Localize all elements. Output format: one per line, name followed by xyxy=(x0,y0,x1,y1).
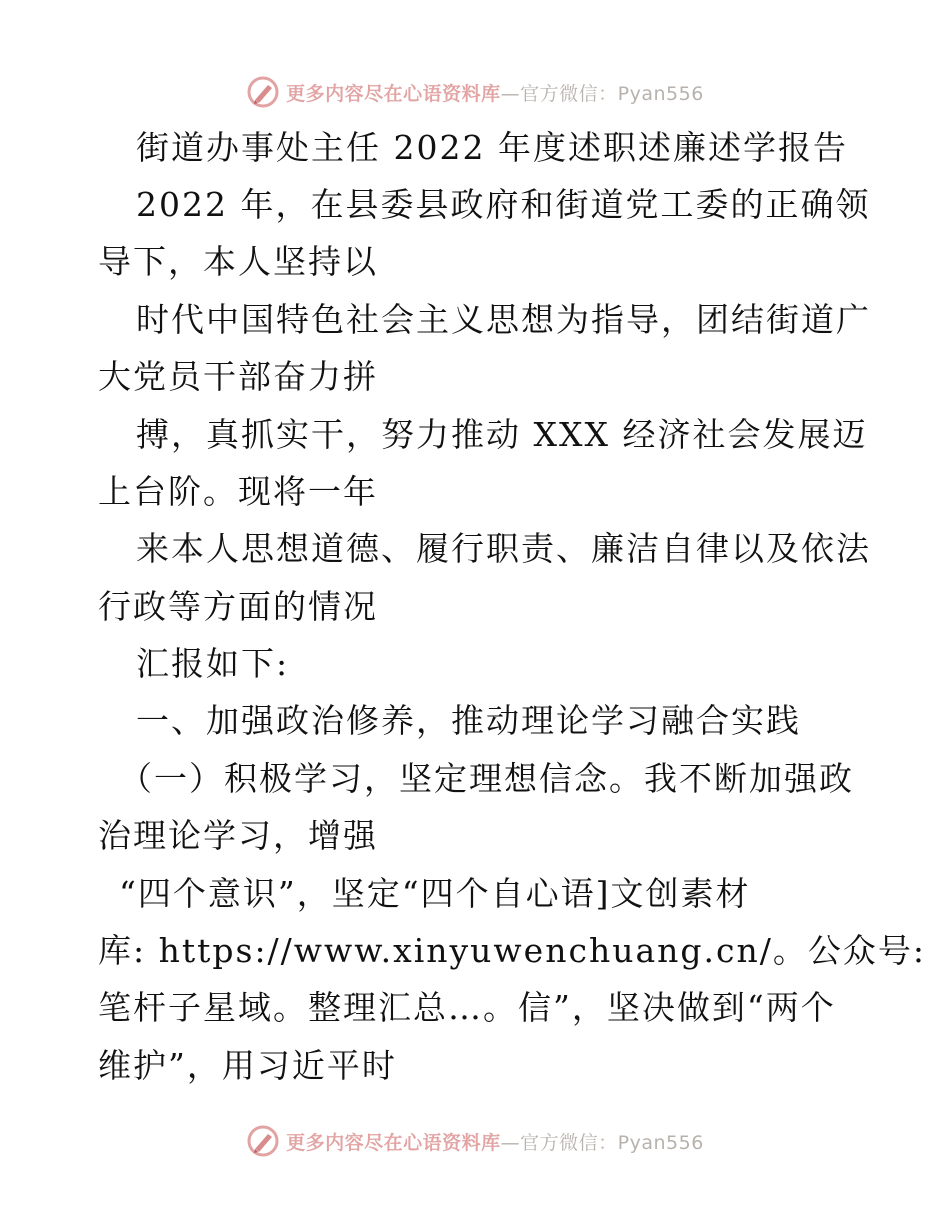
document-line: 上台阶。现将一年 xyxy=(98,472,378,511)
watermark-banner-bottom xyxy=(0,1121,950,1161)
document-line: “四个意识”，坚定“四个自心语]文创素材 xyxy=(119,874,751,913)
document-line: 时代中国特色社会主义思想为指导，团结街道广 xyxy=(136,300,871,339)
watermark-text-main: 更多内容尽在心语资料库 xyxy=(286,1131,501,1154)
document-line: 搏，真抓实干，努力推动 XXX 经济社会发展迈 xyxy=(136,415,868,454)
document-line: 行政等方面的情况 xyxy=(98,587,378,626)
document-title: 街道办事处主任 2022 年度述职述廉述学报告 xyxy=(136,128,848,167)
watermark-banner-top xyxy=(0,72,950,112)
watermark-text xyxy=(286,79,704,106)
document-line: （一）积极学习，坚定理想信念。我不断加强政 xyxy=(119,759,854,798)
document-line: 治理论学习，增强 xyxy=(98,816,378,855)
watermark-text-rest: —官方微信：Pyan556 xyxy=(500,1131,704,1154)
document-line: 大党员干部奋力拼 xyxy=(98,357,378,396)
pen-logo-icon xyxy=(246,1124,280,1158)
document-line: 2022 年，在县委县政府和街道党工委的正确领 xyxy=(136,185,871,224)
document-line: 导下，本人坚持以 xyxy=(98,242,378,281)
watermark-text-rest: —官方微信：Pyan556 xyxy=(500,82,704,105)
section-heading: 一、加强政治修养，推动理论学习融合实践 xyxy=(136,701,801,740)
document-line: 笔杆子星域。整理汇总…。信”，坚决做到“两个 xyxy=(98,988,836,1027)
document-line: 库: https://www.xinyuwenchuang.cn/。公众号: xyxy=(98,931,926,970)
document-line: 维护”，用习近平时 xyxy=(98,1046,397,1085)
document-line: 来本人思想道德、履行职责、廉洁自律以及依法 xyxy=(136,529,871,568)
document-line: 汇报如下: xyxy=(136,644,290,683)
watermark-text-main: 更多内容尽在心语资料库 xyxy=(286,82,501,105)
pen-logo-icon xyxy=(246,75,280,109)
watermark-text xyxy=(286,1128,704,1155)
